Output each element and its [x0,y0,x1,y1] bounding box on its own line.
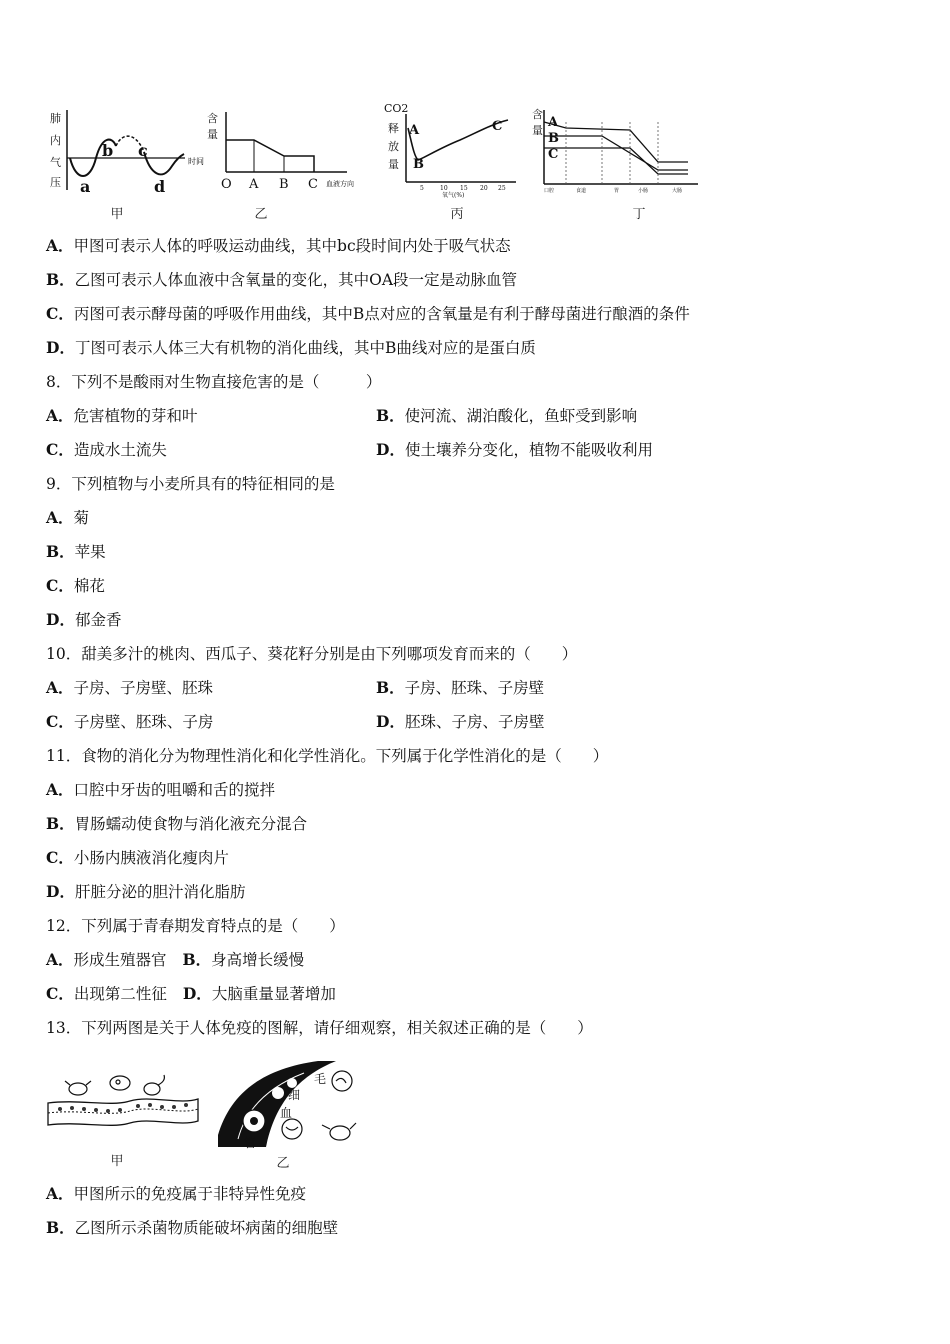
figure-yi-oxygen-content [202,100,354,222]
q10-option-a [46,678,213,698]
q10-option-c [46,712,213,732]
q7-option-c [46,304,690,324]
q13-figures [40,1055,370,1170]
q13-option-b-text: 乙图所示杀菌物质能破坏病菌的细胞壁 [74,1219,339,1237]
jia-ylabel-1: 肺 [50,112,61,125]
q7-option-c-label: C． [46,304,74,323]
q12-option-b-text: 身高增长缓慢 [211,951,305,969]
yi-xlabel: 血液方向 [326,180,354,188]
jia-point-b: b [102,141,114,160]
jia-point-d: d [154,177,166,196]
q9-option-c-label: C． [46,576,74,595]
jia-chart [40,100,204,200]
q13-immunity-illustration [40,1055,370,1170]
yi-caption: 乙 [254,207,268,222]
q12-option-c-text: 出现第二性征 [73,985,167,1003]
q7-option-a-label: A． [46,236,74,255]
yi-tick-b: B [279,177,289,192]
figure-bing-yeast-respiration [380,100,520,222]
q9-option-a-text: 菊 [73,509,90,527]
q10-option-d-text: 胚珠、子房、子房壁 [404,713,545,731]
q10-option-a-text: 子房、子房壁、胚珠 [73,679,214,697]
bing-tick-15: 15 [460,185,468,192]
q11-option-c-label: C． [46,848,74,867]
jia-ylabel-3: 气 [50,156,61,169]
jia-curve-solid-2 [144,152,184,174]
ding-ylabel-1: 含 [532,108,543,121]
q8-option-a-label: A． [46,406,74,425]
q11-option-b-label: B． [46,814,75,833]
q9-option-d-text: 郁金香 [74,611,122,629]
ding-chart [532,100,702,200]
q12-options-row-2 [46,984,336,1004]
ding-tick-3: 胃 [614,188,620,194]
q8-option-c [46,440,167,460]
q12-option-b-label: B． [182,950,212,969]
q11-option-c-text: 小肠内胰液消化瘦肉片 [73,849,229,867]
jia-point-a: a [80,177,91,196]
ding-ylabel-2: 量 [532,124,543,137]
bing-ylabel-1: CO2 [384,102,409,115]
q8-option-d [376,440,653,460]
q7-option-c-text: 丙图可表示酵母菌的呼吸作用曲线，其中B点对应的含氧量是有利于酵母菌进行酿酒的条件 [73,305,690,323]
q13-jia-microbes [65,1075,164,1095]
q11-stem: 11．食物的消化分为物理性消化和化学性消化。下列属于化学性消化的是（ ） [46,747,609,765]
q7-option-a-text: 甲图可表示人体的呼吸运动曲线，其中bc段时间内处于吸气状态 [73,237,511,255]
q13-option-b-label: B． [46,1218,75,1237]
q13-option-a-label: A． [46,1184,74,1203]
q12-option-a-text: 形成生殖器官 [73,951,167,969]
ding-tick-5: 大肠 [672,188,683,194]
q10-option-b [376,678,544,698]
q9-option-b-label: B． [46,542,75,561]
q9-option-c [46,576,105,596]
q11-option-a-text: 口腔中牙齿的咀嚼和舌的搅拌 [73,781,276,799]
q7-option-b-label: B． [46,270,75,289]
bing-caption: 丙 [450,207,464,222]
q10-option-c-text: 子房壁、胚珠、子房 [73,713,214,731]
q13-yi-label-3: 血 [280,1106,293,1120]
bing-ylabel-4: 量 [388,158,399,171]
q7-option-b-text: 乙图可表示人体血液中含氧量的变化，其中OA段一定是动脉血管 [74,271,518,289]
q11-option-b [46,814,307,834]
figure-ding-digestion-curve [532,100,702,222]
q13-yi-caption: 乙 [276,1156,290,1171]
q9-option-d [46,610,121,630]
q13-yi-label-4: 管 [244,1136,257,1150]
bing-tick-10: 10 [440,185,448,192]
yi-ylabel-2: 量 [207,128,218,141]
yi-tick-a: A [249,177,259,192]
yi-curve [226,140,314,172]
q8-option-d-text: 使土壤养分变化，植物不能吸收利用 [404,441,653,459]
bing-point-c: C [492,119,503,134]
q13-yi-label-1: 毛 [314,1072,327,1086]
yi-tick-c: C [308,177,318,192]
q11-option-d-text: 肝脏分泌的胆汁消化脂肪 [74,883,246,901]
q12-stem: 12．下列属于青春期发育特点的是（ ） [46,917,345,935]
ding-curve-a [544,122,688,162]
q7-option-a [46,236,511,256]
q12-options-row-1 [46,950,304,970]
bing-point-a: A [409,123,420,138]
q8-option-b [376,406,637,426]
jia-caption: 甲 [110,207,124,222]
q11-option-b-text: 胃肠蠕动使食物与消化液充分混合 [74,815,308,833]
q10-option-c-label: C． [46,712,74,731]
q9-option-a-label: A． [46,508,74,527]
q10-stem: 10．甜美多汁的桃肉、西瓜子、葵花籽分别是由下列哪项发育而来的（ ） [46,645,578,663]
q12-option-a-label: A． [46,950,74,969]
figure-jia-breathing-curve [40,100,204,222]
bing-ylabel-2: 释 [388,122,399,135]
ding-point-a: A [548,115,559,130]
q8-option-a [46,406,198,426]
q9-option-c-text: 棉花 [73,577,105,595]
ding-point-c: C [548,147,559,162]
jia-ylabel-2: 内 [50,134,61,147]
q13-jia-membrane [48,1099,198,1125]
q12-option-d-text: 大脑重量显著增加 [211,985,336,1003]
q8-option-b-label: B． [376,406,405,425]
q10-option-d [376,712,544,732]
q11-option-a [46,780,275,800]
q8-option-a-text: 危害植物的芽和叶 [73,407,198,425]
q9-stem: 9．下列植物与小麦所具有的特征相同的是 [46,475,335,493]
q7-option-d [46,338,536,358]
q9-option-b [46,542,106,562]
q11-option-d [46,882,245,902]
q8-option-c-label: C． [46,440,74,459]
q10-option-b-text: 子房、胚珠、子房壁 [404,679,545,697]
q7-option-d-text: 丁图可表示人体三大有机物的消化曲线，其中B曲线对应的是蛋白质 [74,339,536,357]
ding-tick-2: 食道 [576,188,587,194]
q13-stem: 13．下列两图是关于人体免疫的图解，请仔细观察，相关叙述正确的是（ ） [46,1019,593,1037]
bing-ylabel-3: 放 [388,140,399,153]
q11-option-c [46,848,229,868]
q13-jia-caption: 甲 [110,1154,124,1169]
q8-stem: 8．下列不是酸雨对生物直接危害的是（ ） [46,373,382,391]
q12-option-c-label: C． [46,984,74,1003]
q9-option-d-label: D． [46,610,75,629]
jia-xlabel: 时间 [188,157,204,166]
q12-option-d-label: D． [182,984,212,1003]
ding-caption: 丁 [632,207,646,222]
bing-tick-20: 20 [480,185,488,192]
ding-tick-1: 口腔 [544,188,555,194]
bing-tick-5: 5 [420,185,424,192]
ding-curve-b [544,136,688,170]
q9-option-b-text: 苹果 [74,543,106,561]
q8-option-c-text: 造成水土流失 [73,441,167,459]
bing-xlabel: 氧气(%) [442,192,465,199]
q9-option-a [46,508,89,528]
q8-option-b-text: 使河流、湖泊酸化，鱼虾受到影响 [404,407,638,425]
q10-option-b-label: B． [376,678,405,697]
q10-option-a-label: A． [46,678,74,697]
q7-option-b [46,270,517,290]
q10-option-d-label: D． [376,712,405,731]
q11-option-d-label: D． [46,882,75,901]
q7-option-d-label: D． [46,338,75,357]
q13-option-a-text: 甲图所示的免疫属于非特异性免疫 [73,1185,307,1203]
ding-point-b: B [548,131,559,146]
yi-chart [202,100,352,200]
bing-chart [380,100,520,200]
jia-ylabel-4: 压 [50,176,61,189]
yi-ylabel-1: 含 [207,112,218,125]
q13-yi-label-2: 细 [288,1088,301,1102]
bing-point-b: B [413,157,424,172]
yi-tick-o: O [221,177,232,192]
ding-tick-4: 小肠 [638,188,649,194]
q8-option-d-label: D． [376,440,405,459]
q11-option-a-label: A． [46,780,74,799]
jia-point-c: c [138,141,148,160]
q13-option-b [46,1218,338,1238]
q13-option-a [46,1184,306,1204]
bing-tick-25: 25 [498,185,506,192]
q7-figures [40,100,720,225]
